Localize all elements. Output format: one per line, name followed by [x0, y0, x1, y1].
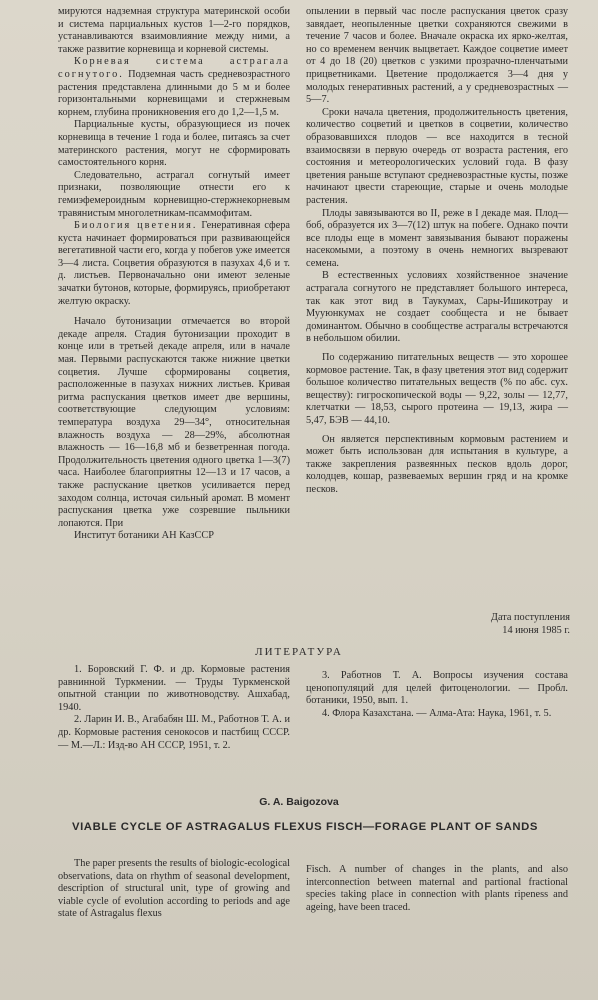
paragraph-text: Подземная часть средневозрастного растения представлена длинными до 5 м и более горизонтальными корневищами и стержневым корнем, глубина проникновения его до 1,2—1,5 м.: [58, 68, 290, 118]
reference-item: 3. Работнов Т. А. Вопросы изучения состава ценопопуляций для целей фитоценологии. — Пробл. ботаники, 1950, вып. 1.: [306, 670, 568, 707]
paragraph: В естественных условиях хозяйственное значение астрагала согнутого не представляет большого интереса, так как этот вид в Таукумах, Сары-Ишикотрау и Мууюнкумах не создает сообщеста и не бывает доминантом. Обычно в сообществе астрагалы встречаются в небольшом обилии.: [306, 270, 568, 345]
reference-item: 1. Боровский Г. Ф. и др. Кормовые растения равнинной Туркмении. — Труды Туркменской опытной станции по животноводству. Ашхабад, 1940.: [58, 664, 290, 713]
paragraph: Он является перспективным кормовым растением и может быть использован для испытания в культуре, а также закрепления развеянных песков вдоль дорог, колодцев, кошар, развеваемых вершин гряд и на кромке песков.: [306, 433, 568, 495]
date-value: 14 июня 1985 г.: [502, 624, 570, 636]
section-heading: Биология цветения.: [74, 220, 198, 232]
paragraph: [58, 56, 290, 119]
left-column: [58, 6, 290, 543]
abstract-text: Fisch. A number of changes in the plants, and also interconnection between maternal and partional fractional species taking place in connection with plants ripeness and ageing, have been traced.: [306, 864, 568, 913]
author-name: G. A. Baigozova: [259, 796, 339, 808]
references-right: [306, 670, 568, 720]
paragraph: Сроки начала цветения, продолжительность цветения, количество соцветий и цветков в соцветии, количество образовавшихся плодов — все находится в тесной взаимосвязи в первую очередь от возраста растения, его состояния и метеорологических условий года. В фазу цветения раньше вступают средневозрастные кусты, позже начинают цвести стареющие, старые и очень молодые растения.: [306, 106, 568, 206]
references-left: [58, 664, 290, 752]
paragraph: Плоды завязываются во II, реже в I декаде мая. Плод—боб, образуется их 3—7(12) штук на побеге. Однако почти все плоды еще в момент завязывания бывают поражены насекомыми, а поэтому в очень немногих вызревают семена.: [306, 207, 568, 269]
abstract-right: [306, 864, 568, 914]
paragraph: По содержанию питательных веществ — это хорошее кормовое растение. Так, в фазу цветения этот вид содержит большое количество питательных веществ (% по абс. сух. веществу): гигроскопической воды — 9,22, золы — 12,77, клетчатки — 18,53, сырого протеина — 19,13, жира — 5,47, БЭВ — 44,10.: [306, 352, 568, 426]
english-title: VIABLE CYCLE OF ASTRAGALUS FLEXUS FISCH—FORAGE PLANT OF SANDS: [71, 821, 539, 833]
right-column: [306, 6, 568, 497]
section-heading: Корневая система астрагала согнутого.: [58, 56, 290, 80]
paragraph: Начало бутонизации отмечается во второй декаде апреля. Стадия бутонизации проходит в конце или в третьей декаде апреля, или в начале мая. Первыми распускаются также нижние цветки соцветия. Лучше сформированы соцветия, расположенные в пазухах нижних листьев. Кривая ритма распускания цветков имеет две вершины, соответствующие следующим условиям: температура воздуха 29—34°, относительная влажность воздуха — 28—29%, абсолютная влажность — 16—16,8 мб и безветренная погода. Продолжительность цветения одного цветка 1—3(7) часа. Наиболее благоприятны 12—13 и 17 часов, а также распускание цветков усиливается перед заходом солнца, источая сильный аромат. В момент распускания цветка уже созревшие пыльники лопаются. При: [58, 316, 290, 529]
paragraph: [58, 220, 290, 308]
literature-heading: ЛИТЕРАТУРА: [255, 646, 343, 658]
date-received: [420, 612, 570, 637]
paragraph: Следовательно, астрагал согнутый имеет признаки, позволяющие отнести его к гемиэфемероидным корневищно-стержнекорневым травянистым многолетникам-псаммофитам.: [58, 169, 290, 219]
reference-item: 2. Ларин И. В., Агабабян Ш. М., Работнов Т. А. и др. Кормовые растения сенокосов и пастбищ СССР. — М.—Л.: Изд-во АН СССР, 1951, т. 2.: [58, 714, 290, 751]
abstract-left: [58, 858, 290, 921]
date-label: Дата поступления: [490, 612, 570, 623]
paragraph: опылении в первый час после распускания цветок сразу завядает, неопыленные цветки сохраняются свежими в течение 7 часов и более. Вначале окраска их ярко-желтая, но со временем венчик выцветает. Каждое соцветие имеет от 4 до 18 (20) цветков с узкими прозрачно-пленчатыми прицветниками. Цветение продолжается 3—4 дня у молодых генеративных растений, а у средневозрастных — 5—7.: [306, 6, 568, 106]
paragraph-text: Генеративная сфера куста начинает формироваться при развивающейся вегетативной части его, когда у побегов уже имеется 3—4 листа. Соцветия образуются в пазухах 4,6 и т. д. листьев. Первоначально они имеют зеленые зачатки бутонов, которые, формируясь, приобретают желтую окраску.: [58, 220, 290, 307]
reference-item: 4. Флора Казахстана. — Алма-Ата: Наука, 1961, т. 5.: [322, 707, 552, 719]
paragraph: Парциальные кусты, образующиеся из почек корневища в течение 1 года и более, питаясь за счет материнского растения, могут не сформировать самостоятельного корня.: [58, 119, 290, 169]
paragraph: мируются надземная структура материнской особи и система парциальных кустов 1—2-го порядков, устанавливаются взаимовлияние между ними, а также развитие корневища и корневой системы.: [58, 6, 290, 55]
institute-affiliation: Институт ботаники АН КазССР: [74, 530, 214, 542]
abstract-text: The paper presents the results of biologic-ecological observations, data on rhythm of seasonal development, description of structural unit, type of growing and viable cycle of evolution according to periods and age state of Astragalus flexus: [58, 858, 290, 920]
